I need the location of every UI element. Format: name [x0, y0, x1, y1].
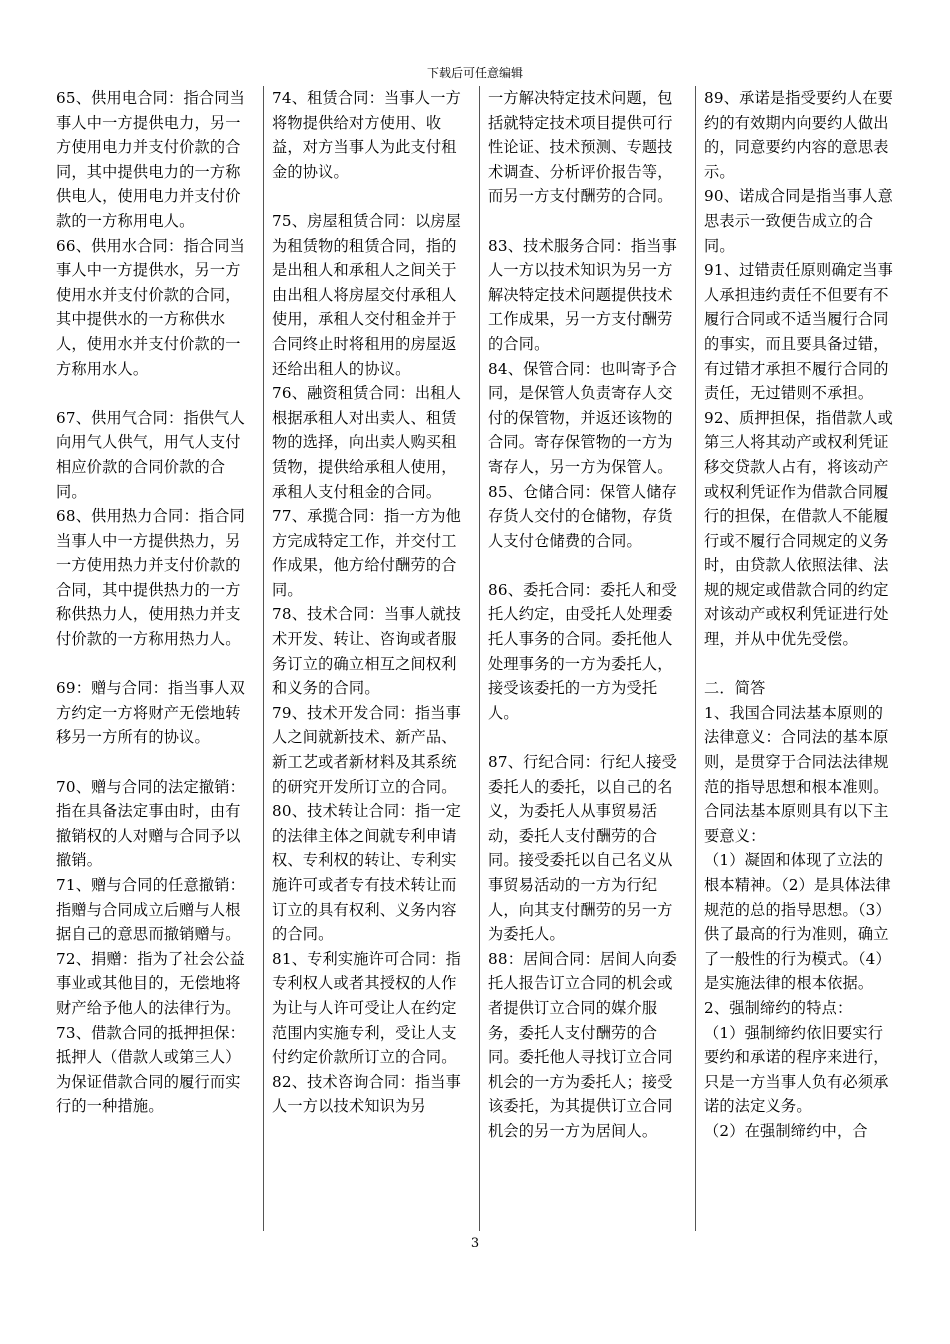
- paragraph: 86、委托合同：委托人和受托人约定，由受托人处理委托人事务的合同。委托他人处理事务的一方为委托人，接受该委托的一方为受托人。: [488, 580, 677, 722]
- paragraph: 73、借款合同的抵押担保：抵押人（借款人或第三人）为保证借款合同的履行而实行的一种措施。: [56, 1023, 245, 1116]
- paragraph-gap: [488, 725, 688, 750]
- column-divider: [479, 86, 480, 1231]
- paragraph: 68、供用热力合同：指合同当事人中一方提供热力，另一方使用热力并支付价款的合同，其中提供热力的一方称供热力人，使用热力并支付价款的一方称用热力人。: [56, 507, 245, 649]
- page-header: 下载后可任意编辑: [426, 66, 523, 80]
- paragraph-gap: [272, 184, 472, 209]
- paragraph: 二．简答: [704, 679, 766, 698]
- paragraph: 76、融资租赁合同：出租人根据承租人对出卖人、租赁物的选择，向出卖人购买租赁物，提供给承租人使用，承租人支付租金的合同。: [272, 384, 461, 501]
- paragraph-gap: [56, 652, 256, 677]
- paragraph: 84、保管合同：也叫寄予合同，是保管人负责寄存人交付的保管物，并返还该物的合同。寄存保管物的一方为寄存人，另一方为保管人。: [488, 359, 677, 476]
- paragraph: （1）强制缔约依旧要实行要约和承诺的程序来进行，只是一方当事人负有必须承诺的法定义务。: [704, 1023, 889, 1116]
- page-number: 3: [470, 1236, 480, 1251]
- paragraph: （1）凝固和体现了立法的根本精神。（2）是具体法律规范的总的指导思想。（3）供了最高的行为准则，确立了一般性的行为模式。（4）是实施法律的根本依据。: [704, 851, 891, 993]
- paragraph: 70、赠与合同的法定撤销：指在具备法定事由时，由有撤销权的人对赠与合同予以撤销。: [56, 777, 245, 870]
- paragraph-gap: [56, 750, 256, 775]
- paragraph: 82、技术咨询合同：指当事人一方以技术知识为另: [272, 1072, 461, 1116]
- paragraph: 92、质押担保，指借款人或第三人将其动产或权利凭证移交贷款人占有，将该动产或权利凭证作为借款合同履行的担保，在借款人不能履行或不履行合同规定的义务时，由贷款人依照法律、法规的规定或借款合同的约定对该动产或权利凭证进行处理，并从中优先受偿。: [704, 408, 893, 649]
- paragraph: 66、供用水合同：指合同当事人中一方提供水，另一方使用水并支付价款的合同，其中提供水的一方称供水人，使用水并支付价款的一方称用水人。: [56, 236, 245, 378]
- paragraph: 75、房屋租赁合同：以房屋为租赁物的租赁合同，指的是出租人和承租人之间关于由出租人将房屋交付承租人使用，承租人交付租金并于合同终止时将租用的房屋返还给出租人的协议。: [272, 211, 461, 378]
- paragraph: 一方解决特定技术问题，包括就特定技术项目提供可行性论证、技术预测、专题技术调查、分析评价报告等，而另一方支付酬劳的合同。: [488, 89, 673, 206]
- paragraph: 71、赠与合同的任意撤销：指赠与合同成立后赠与人根据自己的意思而撤销赠与。: [56, 876, 245, 944]
- paragraph: 85、仓储合同：保管人储存存货人交付的仓储物，存货人支付仓储费的合同。: [488, 482, 677, 550]
- paragraph: 90、诺成合同是指当事人意思表示一致便告成立的合同。: [704, 187, 893, 255]
- paragraph: （2）在强制缔约中，合: [704, 1121, 868, 1140]
- text-column-3: [488, 86, 688, 1231]
- paragraph: 2、强制缔约的特点：: [704, 998, 853, 1017]
- paragraph: 67、供用气合同：指供气人向用气人供气，用气人支付相应价款的合同价款的合同。: [56, 408, 245, 501]
- text-column-2: [272, 86, 472, 1231]
- paragraph-gap: [56, 381, 256, 406]
- paragraph-gap: [704, 652, 896, 677]
- paragraph-gap: [488, 209, 688, 234]
- paragraph: 83、技术服务合同：指当事人一方以技术知识为另一方解决特定技术问题提供技术工作成果，另一方支付酬劳的合同。: [488, 236, 677, 353]
- paragraph: 74、租赁合同：当事人一方将物提供给对方使用、收益，对方当事人为此支付租金的协议。: [272, 89, 461, 181]
- text-column-1: [56, 86, 256, 1231]
- paragraph: 81、专利实施许可合同：指专利权人或者其授权的人作为让与人许可受让人在约定范围内实施专利，受让人支付约定价款所订立的合同。: [272, 949, 461, 1067]
- paragraph: 77、承揽合同：指一方为他方完成特定工作，并交付工作成果，他方给付酬劳的合同。: [272, 507, 461, 599]
- paragraph: 80、技术转让合同：指一定的法律主体之间就专利申请权、专利权的转让、专利实施许可或者专有技术转让而订立的具有权利、义务内容的合同。: [272, 802, 461, 944]
- paragraph-gap: [488, 553, 688, 578]
- paragraph: 72、捐赠：指为了社会公益事业或其他目的，无偿地将财产给予他人的法律行为。: [56, 949, 245, 1017]
- column-divider: [263, 86, 264, 1231]
- text-column-4: [704, 86, 896, 1231]
- paragraph: 65、供用电合同：指合同当事人中一方提供电力，另一方使用电力并支付价款的合同，其中提供电力的一方称供电人，使用电力并支付价款的一方称用电人。: [56, 89, 245, 230]
- paragraph: 91、过错责任原则确定当事人承担违约责任不但要有不履行合同或不适当履行合同的事实，而且要具备过错，有过错才承担不履行合同的责任，无过错则不承担。: [704, 261, 893, 403]
- paragraph: 69：赠与合同：指当事人双方约定一方将财产无偿地转移另一方所有的协议。: [56, 679, 245, 747]
- paragraph: 87、行纪合同：行纪人接受委托人的委托，以自己的名义，为委托人从事贸易活动，委托人支付酬劳的合同。接受委托以自己名义从事贸易活动的一方为行纪人，向其支付酬劳的另一方为委托人。: [488, 753, 677, 944]
- paragraph: 88：居间合同：居间人向委托人报告订立合同的机会或者提供订立合同的媒介服务，委托人支付酬劳的合同。委托他人寻找订立合同机会的一方为委托人；接受该委托，为其提供订立合同机会的另一方为居间人。: [488, 949, 677, 1140]
- paragraph: 78、技术合同：当事人就技术开发、转让、咨询或者服务订立的确立相互之间权利和义务的合同。: [272, 605, 461, 698]
- column-divider: [695, 86, 696, 1231]
- paragraph: 79、技术开发合同：指当事人之间就新技术、新产品、新工艺或者新材料及其系统的研究开发所订立的合同。: [272, 703, 461, 796]
- paragraph: 1、我国合同法基本原则的法律意义：合同法的基本原则，是贯穿于合同法法律规范的指导思想和根本准则。合同法基本原则具有以下主要意义：: [704, 703, 889, 845]
- paragraph: 89、承诺是指受要约人在要约的有效期内向要约人做出的，同意要约内容的意思表示。: [704, 89, 893, 181]
